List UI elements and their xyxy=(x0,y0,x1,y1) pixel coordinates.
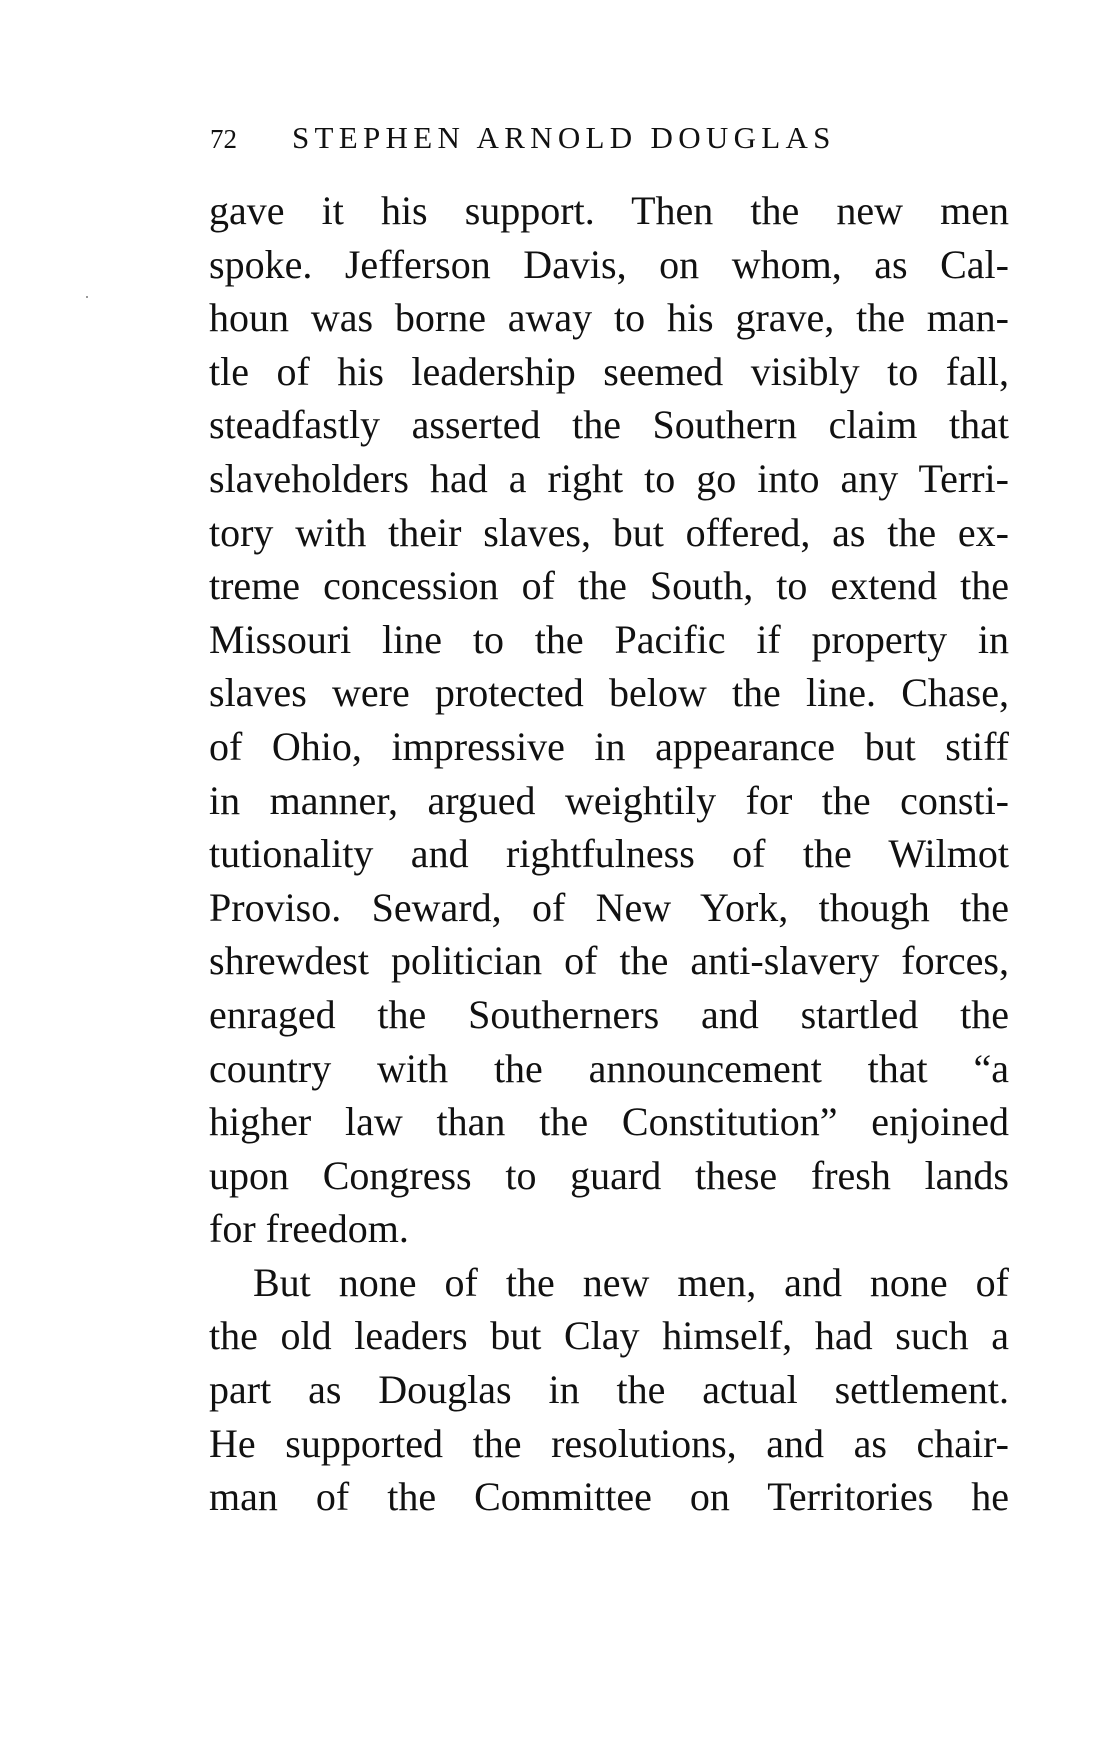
text-line: enraged the Southerners and startled the xyxy=(209,991,1009,1037)
page-number: 72 xyxy=(210,124,237,154)
text-line: Proviso. Seward, of New York, though the xyxy=(209,884,1009,930)
text-line: He supported the resolutions, and as chair- xyxy=(209,1420,1009,1466)
text-line: Missouri line to the Pacific if property in xyxy=(209,616,1009,662)
text-line: tory with their slaves, but offered, as the ex- xyxy=(209,509,1009,555)
text-line: But none of the new men, and none of xyxy=(253,1259,1009,1305)
text-line: for freedom. xyxy=(209,1206,409,1252)
scan-speck xyxy=(86,296,88,298)
text-line: higher law than the Constitution” enjoined xyxy=(209,1099,1009,1145)
text-line: country with the announcement that “a xyxy=(209,1045,1009,1091)
text-line: treme concession of the South, to extend the xyxy=(209,563,1009,609)
text-line: part as Douglas in the actual settlement. xyxy=(209,1367,1009,1413)
text-line: steadfastly asserted the Southern claim that xyxy=(209,402,1009,448)
text-line: the old leaders but Clay himself, had such a xyxy=(209,1313,1009,1359)
text-line: gave it his support. Then the new men xyxy=(209,188,1009,233)
text-line: man of the Committee on Territories he xyxy=(209,1474,1009,1520)
text-line: tutionality and rightfulness of the Wilmot xyxy=(209,831,1009,877)
body-text xyxy=(209,184,1009,1524)
text-line: slaves were protected below the line. Chase, xyxy=(209,670,1009,716)
paragraph-2 xyxy=(209,1256,1009,1524)
running-header xyxy=(210,120,1010,164)
text-line: slaveholders had a right to go into any Terri- xyxy=(209,455,1009,501)
text-line: of Ohio, impressive in appearance but stiff xyxy=(209,723,1009,769)
text-line: tle of his leadership seemed visibly to fall, xyxy=(209,348,1009,394)
text-line: upon Congress to guard these fresh lands xyxy=(209,1152,1009,1198)
text-line: shrewdest politician of the anti-slavery forces, xyxy=(209,938,1009,984)
text-line: in manner, argued weightily for the consti- xyxy=(209,777,1009,823)
text-line: spoke. Jefferson Davis, on whom, as Cal- xyxy=(209,241,1009,287)
text-line: houn was borne away to his grave, the man- xyxy=(209,295,1009,341)
running-title: STEPHEN ARNOLD DOUGLAS xyxy=(292,120,836,155)
paragraph-1 xyxy=(209,184,1009,1256)
